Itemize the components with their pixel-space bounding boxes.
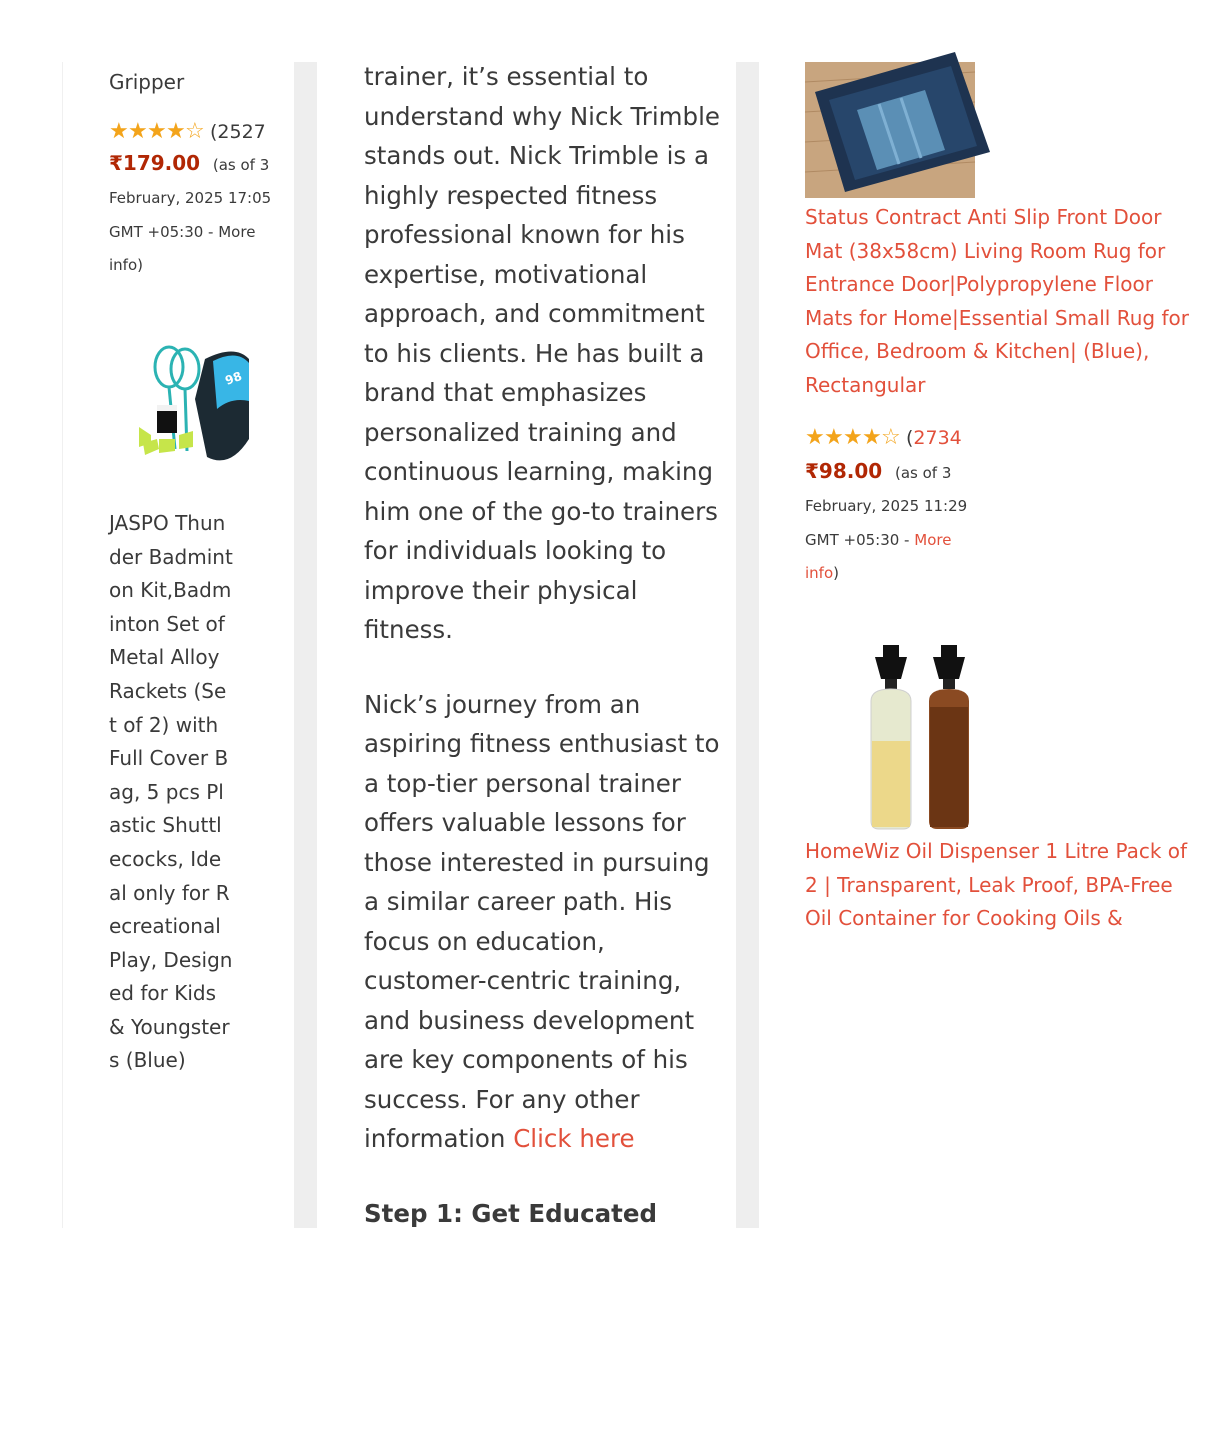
price-note: (as of 3 February, 2025 17:05 GMT +05:30 - More info) [109, 155, 272, 275]
star-empty-icon: ☆ [881, 424, 901, 450]
badminton-kit-image[interactable] [135, 339, 251, 469]
right-sidebar [759, 62, 1189, 1228]
rating-count[interactable]: (2527 [210, 120, 266, 143]
product-title-door-mat[interactable] [805, 201, 1205, 403]
star-full-icon: ★ [805, 424, 825, 450]
article-paragraph [364, 685, 724, 1159]
price-block [805, 455, 975, 591]
star-full-icon: ★ [128, 118, 148, 144]
step-heading: Step 1: Get Educated [364, 1198, 658, 1228]
product-title-oil-dispenser[interactable] [805, 835, 1205, 936]
price: ₹98.00 [805, 458, 883, 483]
product-title-door-mat-text[interactable]: Status Contract Anti Slip Front Door Mat (38x58cm) Living Room Rug for Entrance Door|Polypropylene Floor Mats for Home|Essential Small Rug for Office, Bedroom & Kitchen| (Blue), Rectangular [805, 205, 1189, 397]
article-paragraph: trainer, it’s essential to understand why Nick Trimble stands out. Nick Trimble is a highly respected fitness professional known for his expertise, motivational approach, and commitment to his clients. He has built a brand that emphasizes personalized training and continuous learning, making him one of the go-to trainers for individuals looking to improve their physical fitness. [364, 62, 720, 644]
column-gutter-right [736, 62, 759, 1228]
price: ₹179.00 [109, 150, 201, 175]
more-info-link[interactable]: More info [805, 530, 952, 583]
article-paragraph-text: Nick’s journey from an aspiring fitness enthusiast to a top-tier personal trainer offers valuable lessons for those interested in pursuing a similar career path. His focus on education, customer-centric training, and business development are key components of his success. For any other information [364, 689, 720, 1153]
star-full-icon: ★ [843, 424, 863, 450]
star-rating-icons [109, 118, 205, 144]
click-here-link[interactable]: Click here [513, 1124, 635, 1153]
price-note: (as of 3 February, 2025 11:29 GMT +05:30 - [805, 463, 968, 549]
column-gutter-left [294, 62, 317, 1228]
star-full-icon: ★ [147, 118, 167, 144]
product-rating [805, 425, 1205, 451]
star-full-icon: ★ [824, 424, 844, 450]
star-rating-icons [805, 424, 901, 450]
door-mat-image[interactable] [805, 62, 975, 198]
left-sidebar [62, 62, 295, 1228]
star-full-icon: ★ [109, 118, 129, 144]
price-note-close: ) [833, 564, 839, 583]
product-title-badminton-kit[interactable]: JASPO Thunder Badminton Kit,Badminton Set of Metal Alloy Rackets (Set of 2) with Full Cover Bag, 5 pcs Plastic Shuttlecocks, Ideal only for Recreational Play, Designed for Kids & Youngsters (Blue) [109, 510, 233, 1073]
product-title-oil-dispenser-text[interactable]: HomeWiz Oil Dispenser 1 Litre Pack of 2 | Transparent, Leak Proof, BPA-Free Oil Container for Cooking Oils & [805, 838, 1188, 931]
rating-count[interactable]: (2734 [906, 426, 962, 449]
star-full-icon: ★ [862, 424, 882, 450]
article-body [317, 62, 736, 1228]
svg-text:98: 98 [223, 368, 244, 388]
star-full-icon: ★ [166, 118, 186, 144]
star-empty-icon: ☆ [185, 118, 205, 144]
price-block [109, 147, 289, 283]
oil-dispenser-image[interactable] [805, 643, 975, 831]
rating-count-link[interactable]: 2734 [913, 426, 962, 449]
product-rating [109, 119, 289, 145]
product-title-tail[interactable]: Gripper [109, 70, 185, 94]
